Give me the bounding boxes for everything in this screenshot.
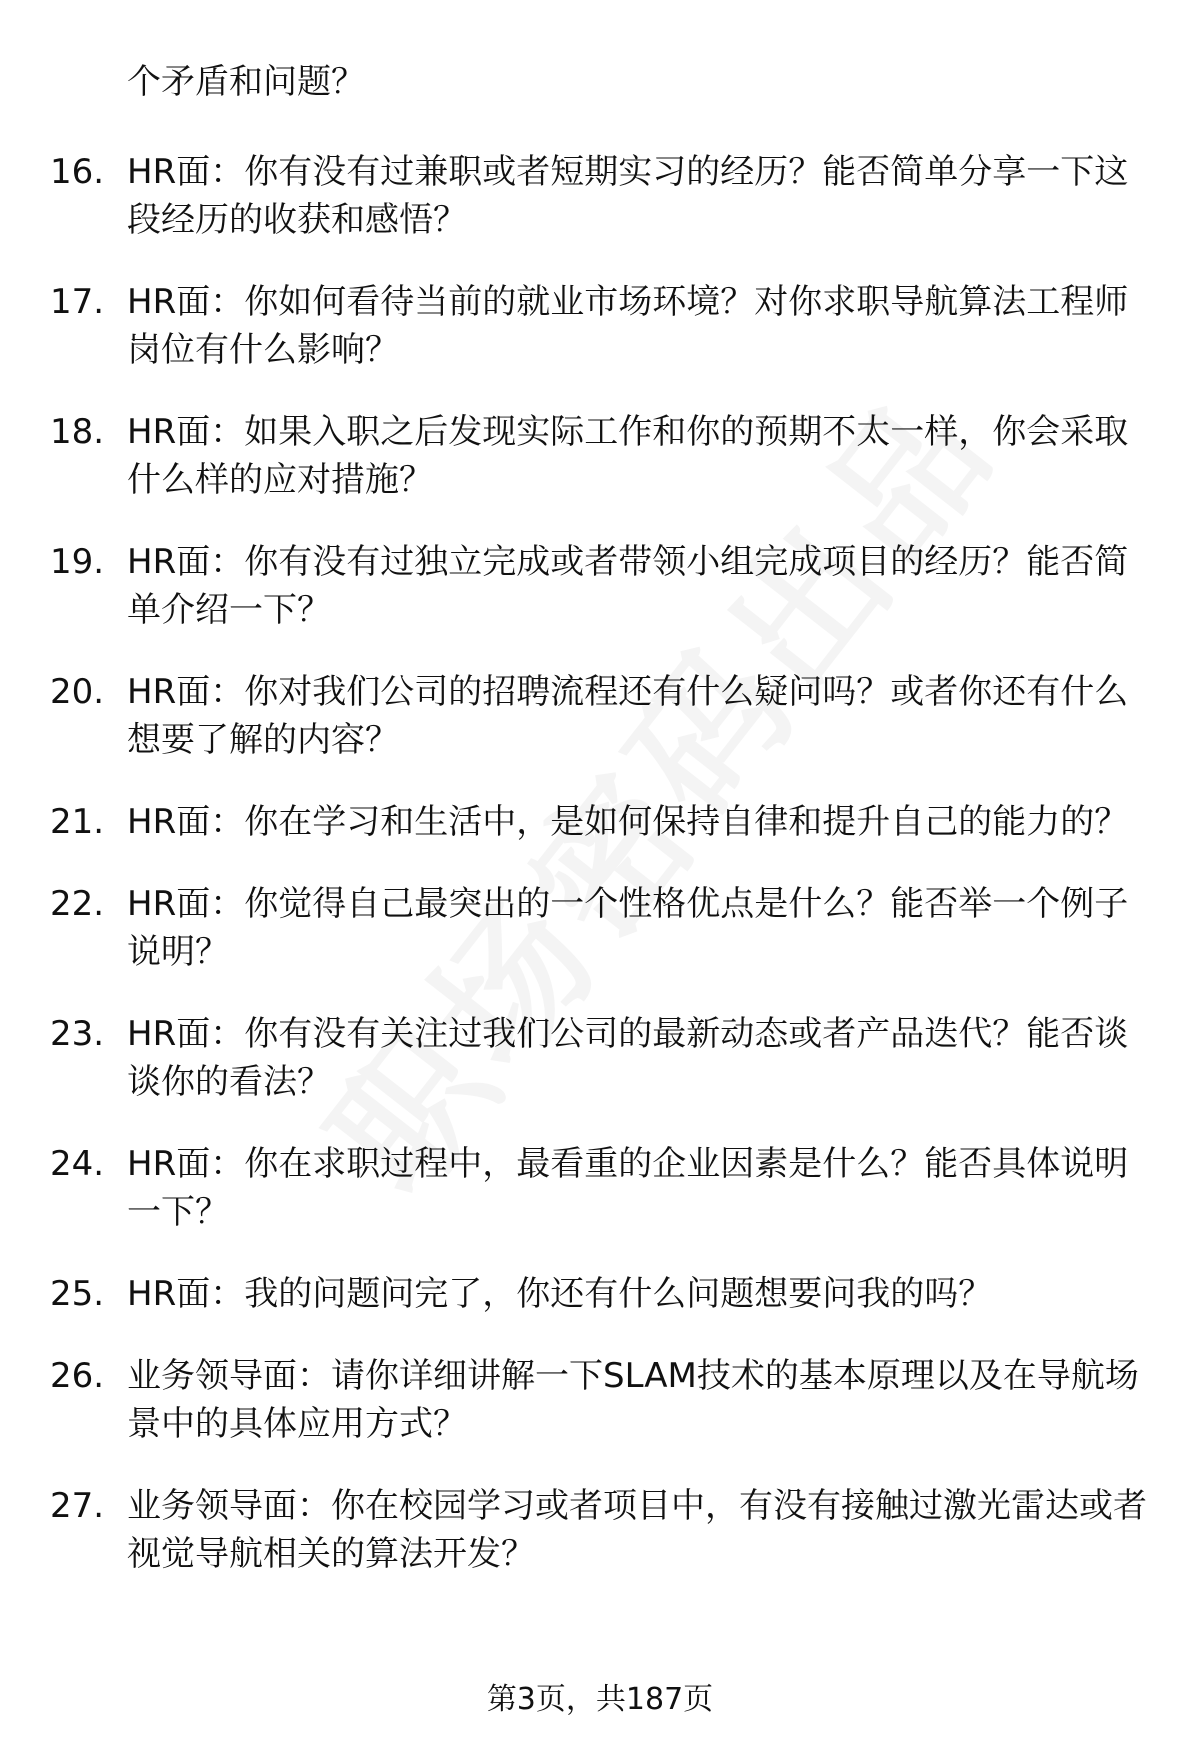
question-number: 21.: [50, 802, 105, 842]
question-item: [50, 1352, 1160, 1448]
question-item: [50, 1140, 1160, 1236]
question-item: [50, 668, 1160, 764]
question-text: HR面：我的问题问完了，你还有什么问题想要问我的吗？: [127, 1274, 993, 1314]
question-text: 业务领导面：你在校园学习或者项目中，有没有接触过激光雷达或者视觉导航相关的算法开发？: [127, 1486, 1147, 1574]
question-text: HR面：你有没有过兼职或者短期实习的经历？能否简单分享一下这段经历的收获和感悟？: [127, 152, 1129, 240]
question-item: [50, 1270, 1160, 1318]
question-item: [50, 798, 1160, 846]
question-text: 业务领导面：请你详细讲解一下SLAM技术的基本原理以及在导航场景中的具体应用方式？: [127, 1356, 1139, 1444]
question-text: HR面：如果入职之后发现实际工作和你的预期不太一样，你会采取什么样的应对措施？: [127, 412, 1129, 500]
question-item: [50, 1010, 1160, 1106]
question-item: [50, 278, 1160, 374]
question-text: HR面：你有没有过独立完成或者带领小组完成项目的经历？能否简单介绍一下？: [127, 542, 1129, 630]
question-number: 18.: [50, 412, 105, 452]
question-number: 19.: [50, 542, 105, 582]
question-number: 16.: [50, 152, 105, 192]
question-number: 20.: [50, 672, 105, 712]
question-text: HR面：你在求职过程中，最看重的企业因素是什么？能否具体说明一下？: [127, 1144, 1129, 1232]
question-item: [50, 148, 1160, 244]
question-text: HR面：你对我们公司的招聘流程还有什么疑问吗？或者你还有什么想要了解的内容？: [127, 672, 1129, 760]
question-text: HR面：你如何看待当前的就业市场环境？对你求职导航算法工程师岗位有什么影响？: [127, 282, 1129, 370]
question-item: [50, 408, 1160, 504]
question-number: 25.: [50, 1274, 105, 1314]
question-text: HR面：你觉得自己最突出的一个性格优点是什么？能否举一个例子说明？: [127, 884, 1129, 972]
question-number: 24.: [50, 1144, 105, 1184]
question-item: [50, 538, 1160, 634]
question-list: [50, 148, 1160, 1612]
continuation-text: 个矛盾和问题？: [127, 62, 365, 102]
question-number: 26.: [50, 1356, 105, 1396]
question-text: HR面：你在学习和生活中，是如何保持自律和提升自己的能力的？: [127, 802, 1129, 842]
question-item: [50, 880, 1160, 976]
page-footer: 第3页，共187页: [486, 1682, 714, 1717]
question-number: 23.: [50, 1014, 105, 1054]
question-number: 17.: [50, 282, 105, 322]
question-text: HR面：你有没有关注过我们公司的最新动态或者产品迭代？能否谈谈你的看法？: [127, 1014, 1129, 1102]
question-number: 22.: [50, 884, 105, 924]
question-item: [50, 1482, 1160, 1578]
question-number: 27.: [50, 1486, 105, 1526]
